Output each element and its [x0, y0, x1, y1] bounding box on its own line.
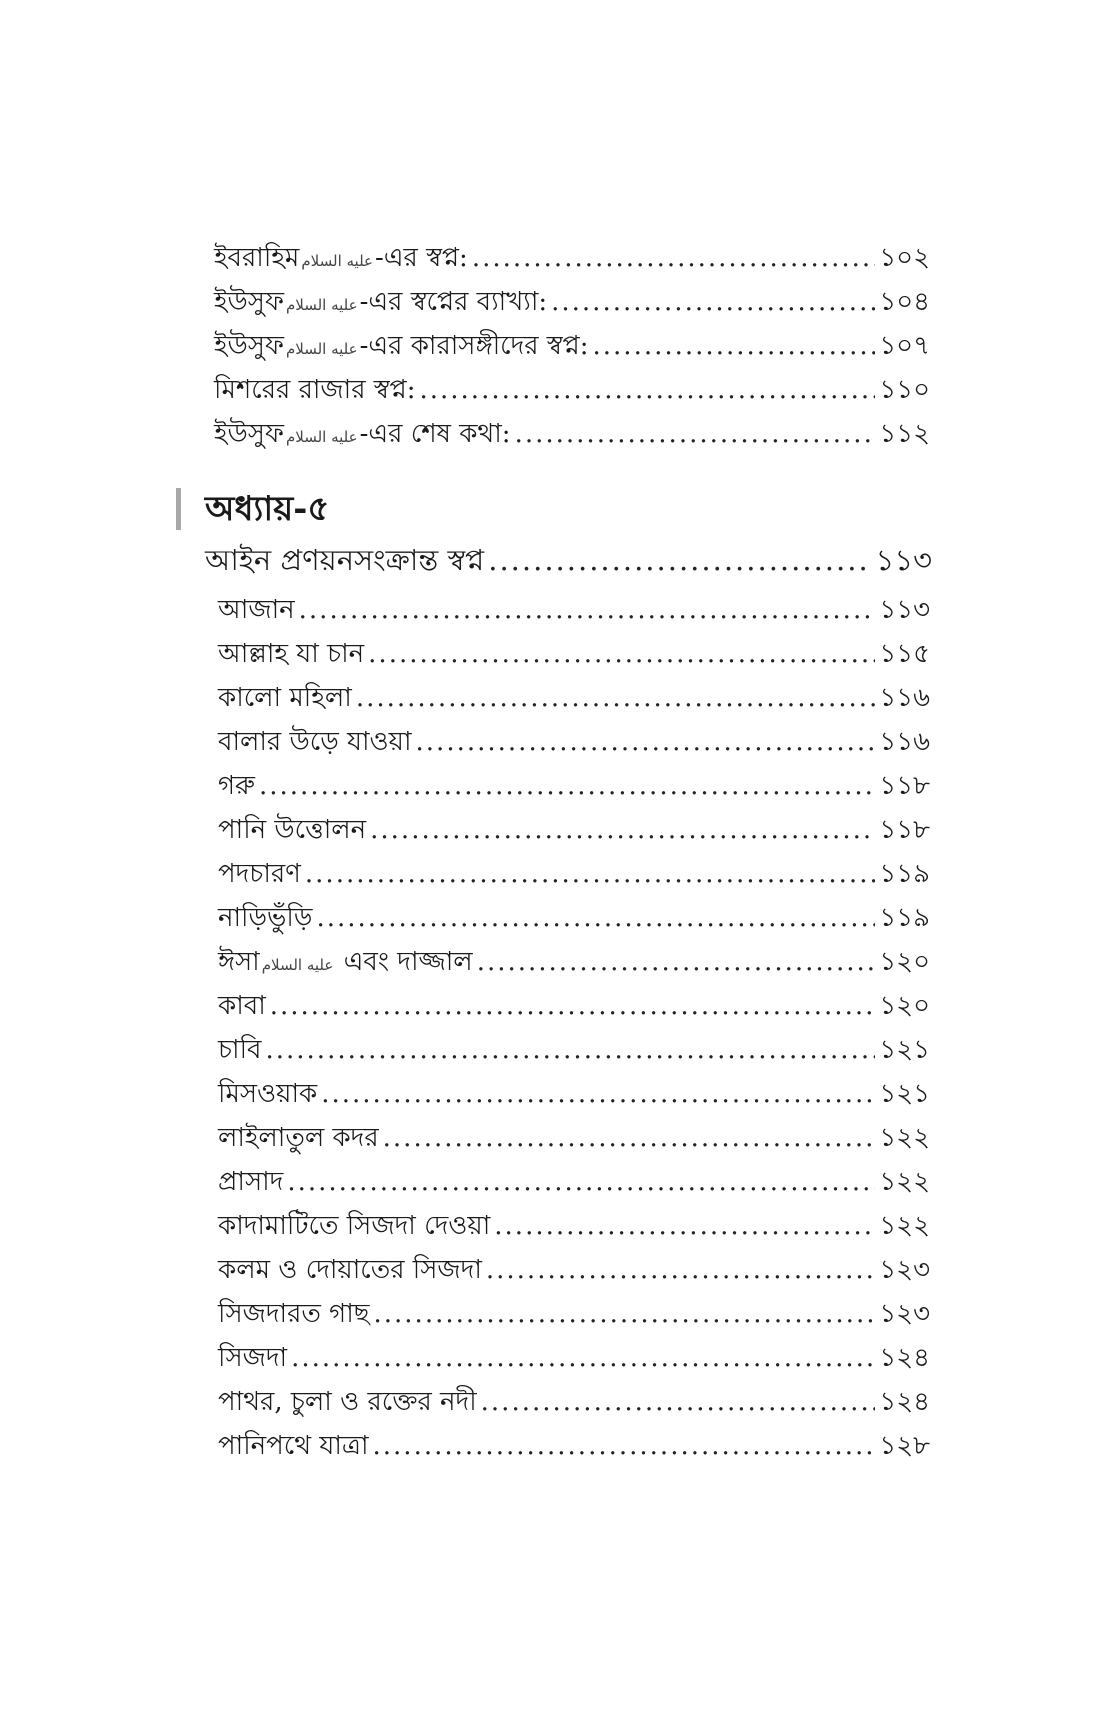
- toc-entry-page: ১২৩: [879, 1255, 930, 1285]
- toc-entry-page: ১১৬: [879, 727, 930, 757]
- toc-entry-title-suffix: -এর স্বপ্ন:: [374, 243, 468, 273]
- toc-entry-title-text: পানিপথে যাত্রা: [218, 1431, 369, 1461]
- toc-entry-title: [218, 1028, 261, 1072]
- toc-entry-page: ১১৯: [879, 859, 930, 889]
- honorific-glyph: عليه السلام: [285, 296, 358, 314]
- toc-entry-title: [218, 1424, 369, 1468]
- toc-entry-title: [218, 808, 366, 852]
- toc-entry-title-text: প্রাসাদ: [218, 1167, 284, 1197]
- dot-leader: [265, 1028, 875, 1072]
- toc-entry: [218, 984, 930, 1028]
- toc-entry-title-text: ঈসা: [218, 947, 260, 977]
- dot-leader: [494, 1204, 875, 1248]
- toc-entry-page: ১০৪: [879, 287, 930, 317]
- toc-entry-page: ১২৪: [879, 1343, 930, 1373]
- toc-entry-title-suffix: -এর কারাসঙ্গীদের স্বপ্ন:: [359, 331, 589, 361]
- dot-leader: [291, 1336, 875, 1380]
- toc-entry-title: [218, 896, 312, 940]
- toc-entry-title-text: লাইলাতুল কদর: [218, 1123, 379, 1153]
- dot-leader: [368, 632, 875, 676]
- toc-entry-title-text: ইউসুফ: [214, 287, 284, 317]
- toc-entry-title-text: পদচারণ: [218, 859, 301, 889]
- toc-entry-title-text: কলম ও দোয়াতের সিজদা: [218, 1255, 482, 1285]
- dot-leader: [370, 808, 875, 852]
- toc-entry: [205, 536, 932, 584]
- honorific-glyph: عليه السلام: [285, 428, 358, 446]
- toc-entry-title: [218, 588, 295, 632]
- dot-leader: [373, 1424, 876, 1468]
- toc-entry-title: [214, 412, 511, 459]
- dot-leader: [383, 1116, 876, 1160]
- toc-entry-page: ১১৩: [875, 543, 932, 577]
- toc-entry-title: [214, 236, 468, 283]
- toc-entry-title: [218, 1292, 370, 1336]
- toc-entry-title-text: সিজদা: [218, 1343, 288, 1373]
- toc-entry: [214, 368, 930, 412]
- honorific-glyph: عليه السلام: [261, 956, 334, 974]
- toc-entry: [218, 764, 930, 808]
- toc-entry-page: ১১৫: [879, 639, 930, 669]
- toc-entry-title: [214, 280, 547, 327]
- toc-entry-title: [218, 632, 364, 676]
- toc-entry-title-text: ইবরাহিম: [214, 243, 300, 273]
- toc-entry-title-text: আল্লাহ যা চান: [218, 639, 365, 669]
- dot-leader: [270, 984, 876, 1028]
- toc-entry-title-text: নাড়িভুঁড়ি: [218, 903, 313, 933]
- toc-entry: [218, 1072, 930, 1116]
- toc-entry-page: ১২৪: [879, 1387, 930, 1417]
- toc-entry: [218, 852, 930, 896]
- toc-entry-page: ১২১: [879, 1079, 930, 1109]
- dot-leader: [515, 412, 876, 456]
- toc-entry-page: ১১৯: [879, 903, 930, 933]
- toc-entry: [218, 676, 930, 720]
- dot-leader: [321, 1072, 875, 1116]
- toc-entry-title: [218, 1072, 317, 1116]
- toc-entry-title: [218, 1160, 283, 1204]
- toc-entry-page: ১১০: [879, 375, 930, 405]
- dot-leader: [316, 896, 875, 940]
- honorific-glyph: عليه السلام: [285, 340, 358, 358]
- dot-leader: [488, 536, 871, 584]
- dot-leader: [299, 588, 876, 632]
- toc-entry-title: [218, 984, 266, 1028]
- toc-entry-title-text: গরু: [218, 771, 255, 801]
- toc-entry-title-suffix: -এর স্বপ্নের ব্যাখ্যা:: [359, 287, 548, 317]
- toc-entry: [218, 940, 930, 984]
- toc-entry-title-suffix: -এর শেষ কথা:: [359, 419, 511, 449]
- toc-entry-title: আইন প্রণয়নসংক্রান্ত স্বপ্ন: [205, 543, 485, 577]
- toc-entry: [214, 236, 930, 280]
- dot-leader: [477, 940, 876, 984]
- toc-entry-title-text: পানি উত্তোলন: [218, 815, 367, 845]
- toc-entry-page: ১২৩: [879, 1299, 930, 1329]
- toc-entry-page: ১০২: [879, 243, 930, 273]
- dot-leader: [486, 1248, 875, 1292]
- toc-entry-title-text: বালার উড়ে যাওয়া: [218, 727, 412, 757]
- dot-leader: [259, 764, 875, 808]
- toc-entry-title-text: মিসওয়াক: [218, 1079, 318, 1109]
- toc-entry-page: ১২২: [879, 1211, 930, 1241]
- section-entry: [205, 536, 932, 584]
- toc-entry-page: ১২২: [879, 1167, 930, 1197]
- toc-entry-title-suffix: এবং দাজ্জাল: [335, 947, 473, 977]
- toc-entry-title: [218, 852, 301, 896]
- toc-entry-page: ১১৮: [879, 815, 930, 845]
- toc-entry-title-text: ইউসুফ: [214, 331, 284, 361]
- dot-leader: [374, 1292, 876, 1336]
- honorific-glyph: عليه السلام: [301, 252, 373, 270]
- toc-entry-page: ১২৮: [879, 1431, 930, 1461]
- toc-entry: [218, 1028, 930, 1072]
- dot-leader: [481, 1380, 876, 1424]
- toc-entry-page: ১২০: [879, 947, 930, 977]
- toc-entry: [218, 1116, 930, 1160]
- toc-entry-title: [218, 1248, 482, 1292]
- dot-leader: [472, 236, 876, 280]
- toc-list-sub: [218, 588, 930, 1468]
- dot-leader: [287, 1160, 875, 1204]
- toc-entry-page: ১২০: [879, 991, 930, 1021]
- toc-entry-page: ১১৩: [879, 595, 930, 625]
- toc-entry: [218, 1336, 930, 1380]
- dot-leader: [356, 676, 876, 720]
- toc-entry-title: [218, 764, 255, 808]
- dot-leader: [416, 720, 876, 764]
- toc-entry-title-text: সিজদারত গাছ: [218, 1299, 370, 1329]
- toc-entry: [218, 1292, 930, 1336]
- dot-leader: [593, 324, 876, 368]
- toc-entry-page: ১২২: [879, 1123, 930, 1153]
- toc-entry-title: [218, 1116, 379, 1160]
- toc-entry: [218, 632, 930, 676]
- toc-entry-title: [218, 1380, 477, 1424]
- toc-entry-title: [218, 1336, 287, 1380]
- toc-entry-page: ১১৮: [879, 771, 930, 801]
- toc-entry-title-text: ইউসুফ: [214, 419, 284, 449]
- toc-entry: [218, 588, 930, 632]
- toc-entry-title-text: আজান: [218, 595, 295, 625]
- toc-entry: [218, 1248, 930, 1292]
- toc-entry-title-text: মিশরের রাজার স্বপ্ন:: [214, 375, 416, 405]
- toc-entry: [218, 720, 930, 764]
- dot-leader: [305, 852, 875, 896]
- toc-list-top: [214, 236, 930, 456]
- toc-entry-page: ১২১: [879, 1035, 930, 1065]
- toc-entry-title-text: কালো মহিলা: [218, 683, 352, 713]
- toc-entry: [218, 1160, 930, 1204]
- toc-entry-title: [214, 324, 589, 371]
- dot-leader: [551, 280, 875, 324]
- toc-entry-title: [218, 720, 412, 764]
- toc-entry: [214, 412, 930, 456]
- toc-entry-title-text: কাদামাটিতে সিজদা দেওয়া: [218, 1211, 491, 1241]
- toc-entry-title: [214, 368, 415, 412]
- toc-entry-title-text: কাবা: [218, 991, 266, 1021]
- toc-entry-page: ১১৬: [879, 683, 930, 713]
- toc-entry: [218, 1204, 930, 1248]
- toc-entry-title: [218, 676, 352, 720]
- toc-entry-title-text: চাবি: [218, 1035, 262, 1065]
- toc-entry: [214, 324, 930, 368]
- toc-entry: [218, 1424, 930, 1468]
- dot-leader: [419, 368, 875, 412]
- toc-entry-page: ১১২: [879, 419, 930, 449]
- toc-entry: [218, 896, 930, 940]
- chapter-heading: অধ্যায়-৫: [176, 488, 329, 530]
- toc-entry-page: ১০৭: [879, 331, 930, 361]
- toc-entry-title-text: পাথর, চুলা ও রক্তের নদী: [218, 1387, 477, 1417]
- toc-entry: [218, 808, 930, 852]
- toc-entry-title: [218, 1204, 490, 1248]
- toc-entry-title: [218, 940, 473, 987]
- toc-entry: [214, 280, 930, 324]
- toc-entry: [218, 1380, 930, 1424]
